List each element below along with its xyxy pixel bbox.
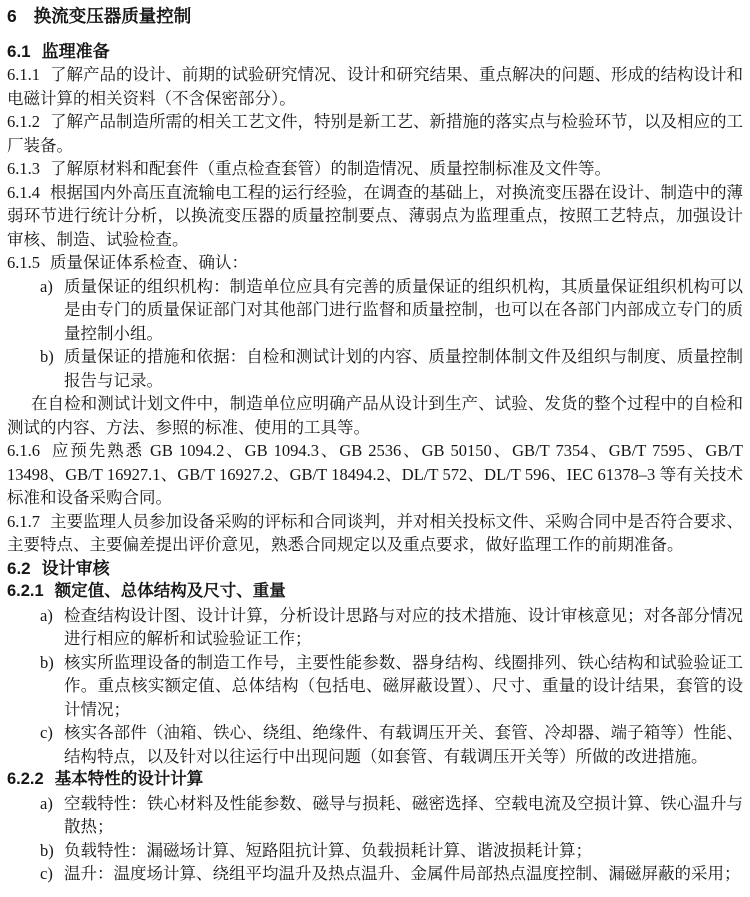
list-marker: b) [40, 840, 54, 860]
paragraph-text: 主要监理人员参加设备采购的评标和合同谈判，并对相关投标文件、采购合同中是否符合要求、主要特点、主要偏差提出评价意见，熟悉合同规定以及重点要求，做好监理工作的前期准备。 [7, 511, 743, 554]
paragraph-text: 了解原材料和配套件（重点检查套管）的制造情况、质量控制标准及文件等。 [50, 159, 611, 178]
paragraph-number: 6.1.5 [7, 253, 40, 272]
list-marker: a) [40, 793, 53, 813]
list-item-text: 负载特性：漏磁场计算、短路阻抗计算、负载损耗计算、谐波损耗计算； [64, 840, 592, 860]
paragraph-number: 6.1.4 [7, 182, 40, 202]
paragraph-number: 6.1.2 [7, 112, 40, 131]
list-item-a [7, 275, 743, 346]
section-heading-6-2 [7, 557, 743, 581]
paragraph-number: 6.1.3 [7, 159, 40, 178]
list-marker: a) [40, 605, 53, 625]
list-marker: c) [40, 864, 53, 883]
subsection-number: 6.2.1 [7, 582, 44, 600]
paragraph-text: 在自检和测试计划文件中，制造单位应明确产品从设计到生产、试验、发货的整个过程中的自检和测试的内容、方法、参照的标准、使用的工具等。 [7, 394, 743, 437]
numbered-paragraph-6-1-2 [7, 110, 743, 157]
subsection-heading-6-2-1 [7, 580, 743, 604]
paragraph-text: 质量保证体系检查、确认： [50, 253, 248, 272]
numbered-paragraph-6-1-4 [7, 181, 743, 252]
chapter-heading-text: 换流变压器质量控制 [33, 6, 192, 26]
list-item-b [7, 651, 743, 722]
paragraph-text: 应预先熟悉 GB 1094.2、GB 1094.3、GB 2536、GB 50150、GB/T 7354、GB/T 7595、GB/T 13498、GB/T 16927.1、GB/T 16927.2、GB/T 18494.2、DL/T 572、DL/T 596、IEC 61378–3 等有关技术标准和设备采购合同。 [7, 441, 743, 507]
subsection-number: 6.2.2 [7, 770, 44, 788]
list-item-text: 核实所监理设备的制造工作号，主要性能参数、器身结构、线圈排列、铁心结构和试验验证工作。重点核实额定值、总体结构（包括电、磁屏蔽设置）、尺寸、重量的设计结果，套管的设计情况； [64, 652, 743, 719]
list-item-text: 检查结构设计图、设计计算，分析设计思路与对应的技术措施、设计审核意见；对各部分情况进行相应的解析和试验验证工作； [64, 605, 743, 648]
section-heading-6-1 [7, 40, 743, 64]
list-item-a [7, 604, 743, 651]
numbered-paragraph-6-1-6 [7, 439, 743, 510]
list-item-b [7, 839, 743, 863]
list-marker: c) [40, 723, 53, 742]
section-number: 6.1 [7, 41, 31, 61]
section-heading-text: 监理准备 [41, 41, 110, 61]
paragraph-text: 了解产品制造所需的相关工艺文件，特别是新工艺、新措施的落实点与检验环节，以及相应的工厂装备。 [7, 112, 743, 155]
list-item-text: 质量保证的措施和依据：自检和测试计划的内容、质量控制体制文件及组织与制度、质量控制报告与记录。 [64, 347, 743, 390]
numbered-paragraph-6-1-1 [7, 63, 743, 110]
list-item-c [7, 862, 743, 886]
section-number: 6.2 [7, 558, 31, 578]
paragraph-number: 6.1.6 [7, 441, 40, 460]
numbered-paragraph-6-1-7 [7, 510, 743, 557]
list-marker: a) [40, 276, 53, 296]
body-paragraph [7, 392, 743, 439]
list-item-text: 核实各部件（油箱、铁心、绕组、绝缘件、有载调压开关、套管、冷却器、端子箱等）性能、结构特点，以及针对以往运行中出现问题（如套管、有载调压开关等）所做的改进措施。 [64, 723, 743, 766]
list-marker: b) [40, 347, 54, 366]
subsection-heading-text: 基本特性的设计计算 [54, 770, 204, 788]
subsection-heading-6-2-2 [7, 768, 743, 792]
section-heading-text: 设计审核 [41, 558, 110, 578]
paragraph-number: 6.1.7 [7, 511, 40, 531]
paragraph-number: 6.1.1 [7, 65, 40, 84]
list-item-text: 温升：温度场计算、绕组平均温升及热点温升、金属件局部热点温度控制、漏磁屏蔽的采用； [64, 864, 741, 883]
numbered-paragraph-6-1-3 [7, 157, 743, 181]
subsection-heading-text: 额定值、总体结构及尺寸、重量 [54, 582, 286, 600]
paragraph-text: 根据国内外高压直流输电工程的运行经验，在调查的基础上，对换流变压器在设计、制造中的薄弱环节进行统计分析，以换流变压器的质量控制要点、薄弱点为监理重点，按照工艺特点，加强设计审核、制造、试验检查。 [7, 182, 743, 249]
list-item-a [7, 792, 743, 839]
chapter-number: 6 [7, 6, 17, 26]
chapter-heading [7, 5, 743, 29]
list-marker: b) [40, 652, 54, 672]
list-item-text: 质量保证的组织机构：制造单位应具有完善的质量保证的组织机构，其质量保证组织机构可以是由专门的质量保证部门对其他部门进行监督和质量控制，也可以在各部门内部成立专门的质量控制小组。 [64, 276, 743, 343]
list-item-c [7, 721, 743, 768]
list-item-text: 空载特性：铁心材料及性能参数、磁导与损耗、磁密选择、空载电流及空损计算、铁心温升与散热； [64, 793, 743, 836]
paragraph-text: 了解产品的设计、前期的试验研究情况、设计和研究结果、重点解决的问题、形成的结构设计和电磁计算的相关资料（不含保密部分）。 [7, 65, 743, 108]
numbered-paragraph-6-1-5 [7, 251, 743, 275]
list-item-b [7, 345, 743, 392]
